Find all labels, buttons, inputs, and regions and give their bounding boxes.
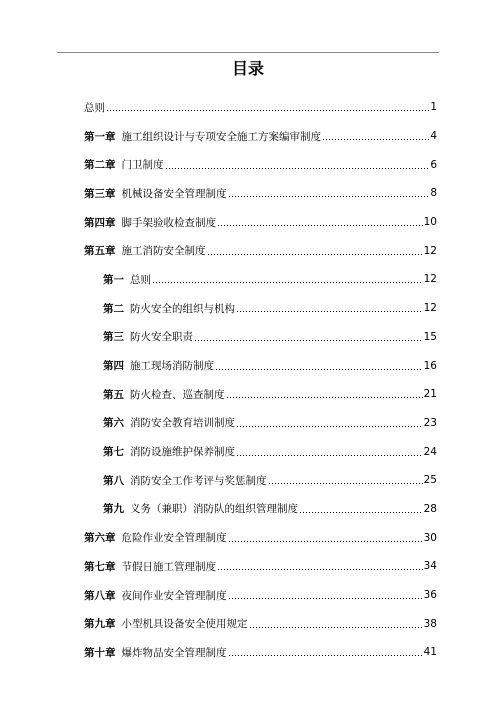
toc-page-number: 21 [423,388,437,401]
toc-entry-label [84,243,206,258]
toc-entry[interactable] [84,122,437,151]
dot-leader [217,561,423,571]
toc-entry-label [84,186,227,201]
toc-entry-title: 施工现场消防制度 [130,360,214,373]
toc-entry-label [84,616,248,631]
toc-subentry[interactable] [84,351,437,380]
toc-page-number: 8 [430,187,437,200]
toc-entry[interactable] [84,208,437,237]
toc-page-number: 4 [430,130,437,143]
toc-entry-title: 消防安全工作考评与奖惩制度 [130,474,267,487]
toc-page-number: 36 [423,589,437,602]
toc-page-number: 34 [423,560,437,573]
toc-entry-label [84,588,227,603]
toc-entry-label [103,473,267,488]
dot-leader [299,504,423,514]
toc-page-number: 25 [423,474,437,487]
toc-entry-title: 义务（兼职）消防队的组织管理制度 [130,503,298,516]
toc-entry-label [103,387,225,402]
dot-leader [226,389,423,399]
toc-entry-title: 爆炸物品安全管理制度 [121,646,227,659]
toc-entry-title: 节假日施工管理制度 [121,560,216,573]
page-title: 目录 [231,59,264,78]
toc-entry-number: 第五章 [84,245,116,258]
toc-entry[interactable] [84,179,437,208]
toc-entry-label [84,129,321,144]
toc-entry-label [103,329,193,344]
toc-entry-number: 第二 [103,302,124,315]
dot-leader [249,619,423,629]
toc-entry-label [84,559,216,574]
toc-entry-label [84,215,216,230]
toc-entry-title: 总则 [84,101,105,114]
toc-page-number: 10 [423,216,437,229]
toc-page-number: 15 [423,330,437,343]
toc-entry[interactable] [84,552,437,581]
toc-entry-title: 危险作业安全管理制度 [121,532,227,545]
dot-leader [165,160,430,170]
toc-entry-label [103,272,151,287]
dot-leader [228,647,423,657]
toc-entry-title: 防火安全的组织与机构 [130,302,235,315]
toc-subentry[interactable] [84,294,437,323]
toc-entry-number: 第一章 [84,130,116,143]
dot-leader [236,303,423,313]
dot-leader [268,475,423,485]
toc-entry-title: 防火检查、巡查制度 [130,388,225,401]
toc-entry-label [84,157,164,172]
toc-entry-number: 第二章 [84,159,116,172]
toc-page-number: 12 [423,273,437,286]
toc-entry-label [103,358,214,373]
dot-leader [236,447,423,457]
toc-page-number: 12 [423,302,437,315]
toc-entry-title: 夜间作业安全管理制度 [121,589,227,602]
toc-entry[interactable] [84,638,437,667]
toc-entry-title: 施工组织设计与专项安全施工方案编审制度 [121,130,321,143]
toc-entry-title: 机械设备安全管理制度 [121,187,227,200]
toc-entry[interactable] [84,93,437,122]
toc-subentry[interactable] [84,265,437,294]
toc-entry-title: 防火安全职责 [130,331,193,344]
dot-leader [194,332,423,342]
toc-entry-label [84,100,105,115]
dot-leader [106,102,429,112]
toc-entry-number: 第三 [103,331,124,344]
dot-leader [322,131,429,141]
toc-page-number: 6 [430,158,437,171]
table-of-contents [84,93,437,667]
toc-page-number: 1 [430,101,437,114]
toc-page-number: 28 [423,502,437,515]
toc-entry-title: 门卫制度 [121,159,164,172]
toc-entry-number: 第六 [103,417,124,430]
toc-entry-title: 脚手架验收检查制度 [121,216,216,229]
toc-page-number: 16 [423,359,437,372]
toc-entry-title: 总则 [130,273,151,286]
toc-entry-title: 消防安全教育培训制度 [130,417,235,430]
toc-entry-number: 第一 [103,273,124,286]
dot-leader [217,217,423,227]
toc-entry-label [103,444,235,459]
dot-leader [236,418,423,428]
toc-entry-number: 第四章 [84,216,116,229]
dot-leader [215,361,423,371]
toc-subentry[interactable] [84,437,437,466]
dot-leader [152,274,423,284]
toc-entry-number: 第八章 [84,589,116,602]
dot-leader [228,533,423,543]
toc-entry-label [103,301,235,316]
toc-entry-title: 施工消防安全制度 [121,245,206,258]
toc-subentry[interactable] [84,380,437,409]
toc-entry[interactable] [84,581,437,610]
toc-entry[interactable] [84,150,437,179]
toc-page-number: 38 [423,617,437,630]
toc-entry-number: 第九章 [84,618,116,631]
toc-entry-number: 第四 [103,360,124,373]
toc-subentry[interactable] [84,323,437,352]
toc-entry-label [84,645,227,660]
header-rule [57,52,439,53]
toc-entry-number: 第八 [103,474,124,487]
toc-entry[interactable] [84,236,437,265]
toc-entry[interactable] [84,523,437,552]
toc-entry-label [84,530,227,545]
toc-subentry[interactable] [84,495,437,524]
toc-entry-title: 消防设施维护保养制度 [130,446,235,459]
toc-entry-number: 第十章 [84,646,116,659]
dot-leader [228,188,430,198]
toc-entry-label [103,501,298,516]
toc-page-number: 30 [423,531,437,544]
toc-entry-number: 第七章 [84,560,116,573]
dot-leader [228,590,423,600]
dot-leader [207,246,423,256]
toc-page-number: 23 [423,416,437,429]
toc-entry[interactable] [84,609,437,638]
toc-entry-number: 第七 [103,446,124,459]
toc-entry-number: 第六章 [84,532,116,545]
toc-subentry[interactable] [84,409,437,438]
toc-page-number: 24 [423,445,437,458]
toc-entry-number: 第九 [103,503,124,516]
toc-subentry[interactable] [84,466,437,495]
toc-entry-title: 小型机具设备安全使用规定 [121,618,248,631]
toc-entry-number: 第三章 [84,187,116,200]
toc-entry-label [103,415,235,430]
toc-page-number: 41 [423,646,437,659]
toc-page-number: 12 [423,244,437,257]
toc-entry-number: 第五 [103,388,124,401]
